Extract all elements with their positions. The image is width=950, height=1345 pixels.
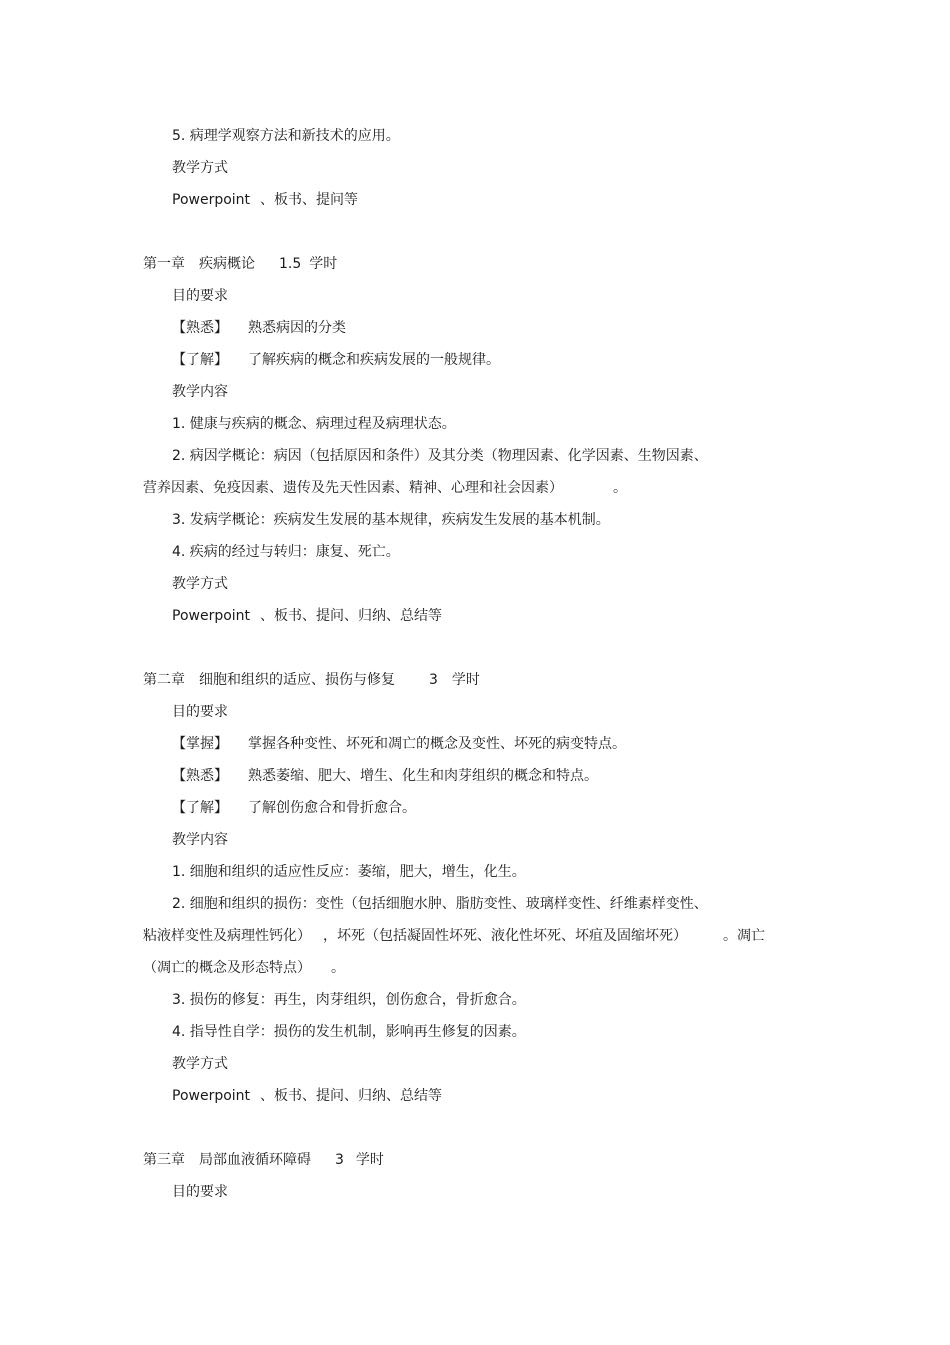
content-heading: 教学内容 [172,832,228,848]
requirements-heading: 目的要求 [172,288,228,304]
requirement-text: 掌握各种变性、坏死和凋亡的概念及变性、坏死的病变特点。 [248,736,626,752]
content-item-4: 4. 指导性自学：损伤的发生机制，影响再生修复的因素。 [172,1024,526,1040]
content-item-2: 2. 病因学概论：病因（包括原因和条件）及其分类（物理因素、化学因素、生物因素、 [172,448,708,464]
teaching-method-line [172,607,442,625]
content-item-2-continued [143,927,765,945]
chapter-name: 疾病概论 [199,256,255,272]
teaching-method-line [172,1087,442,1105]
content-item-2: 2. 细胞和组织的损伤：变性（包括细胞水肿、脂肪变性、玻璃样变性、纤维素样变性、 [172,896,708,912]
teaching-method-heading: 教学方式 [172,160,228,176]
chapter-hours-unit: 学时 [309,256,338,272]
requirement-tag: 【了解】 [172,352,228,368]
requirement-familiar [172,767,598,785]
chapter-3-heading [143,1151,384,1169]
content-heading: 教学内容 [172,384,228,400]
chapter-2-heading [143,671,480,689]
content-text: 。凋亡 [723,928,765,944]
requirement-text: 了解创伤愈合和骨折愈合。 [248,800,416,816]
method-text: 、板书、提问、归纳、总结等 [260,608,443,624]
teaching-method-heading: 教学方式 [172,576,228,592]
requirement-know [172,799,416,817]
content-item-1: 1. 细胞和组织的适应性反应：萎缩，肥大，增生，化生。 [172,864,526,880]
requirement-tag: 【了解】 [172,800,228,816]
chapter-name: 细胞和组织的适应、损伤与修复 [199,672,395,688]
method-label: Powerpoint [172,192,251,208]
chapter-name: 局部血液循环障碍 [199,1152,311,1168]
requirement-text: 熟悉萎缩、肥大、增生、化生和肉芽组织的概念和特点。 [248,768,598,784]
requirement-text: 熟悉病因的分类 [248,320,346,336]
requirement-know [172,351,500,369]
requirement-text: 了解疾病的概念和疾病发展的一般规律。 [248,352,500,368]
chapter-hours: 1.5 [279,256,302,272]
requirement-master [172,735,626,753]
chapter-hours: 3 [429,672,438,688]
requirement-tag: 【熟悉】 [172,320,228,336]
content-item-1: 1. 健康与疾病的概念、病理过程及病理状态。 [172,416,456,432]
content-text: 营养因素、免疫因素、遗传及先天性因素、精神、心理和社会因素） [143,480,563,496]
requirements-heading: 目的要求 [172,704,228,720]
method-label: Powerpoint [172,1088,251,1104]
chapter-1-heading [143,255,337,273]
content-text: （凋亡的概念及形态特点） [143,960,311,976]
chapter-hours: 3 [335,1152,344,1168]
chapter-hours-unit: 学时 [355,1152,384,1168]
requirement-familiar [172,319,346,337]
chapter-number: 第二章 [143,672,185,688]
method-text: 、板书、提问等 [260,192,359,208]
content-item-5: 5. 病理学观察方法和新技术的应用。 [172,128,400,144]
chapter-hours-unit: 学时 [451,672,480,688]
chapter-number: 第一章 [143,256,185,272]
content-end-mark: 。 [613,480,627,496]
method-label: Powerpoint [172,608,251,624]
content-end-mark: 。 [331,960,345,976]
content-item-3: 3. 发病学概论：疾病发生发展的基本规律，疾病发生发展的基本机制。 [172,512,610,528]
content-item-3: 3. 损伤的修复：再生，肉芽组织，创伤愈合，骨折愈合。 [172,992,526,1008]
teaching-method-heading: 教学方式 [172,1056,228,1072]
content-item-4: 4. 疾病的经过与转归：康复、死亡。 [172,544,400,560]
requirement-tag: 【熟悉】 [172,768,228,784]
content-text: 粘液样变性及病理性钙化） [143,928,311,944]
requirements-heading: 目的要求 [172,1184,228,1200]
content-item-2-continued [143,479,627,497]
content-text: ，坏死（包括凝固性坏死、液化性坏死、坏疽及固缩坏死） [323,928,687,944]
teaching-method-line [172,191,358,209]
content-item-2-continued [143,959,345,977]
chapter-number: 第三章 [143,1152,185,1168]
requirement-tag: 【掌握】 [172,736,228,752]
method-text: 、板书、提问、归纳、总结等 [260,1088,443,1104]
